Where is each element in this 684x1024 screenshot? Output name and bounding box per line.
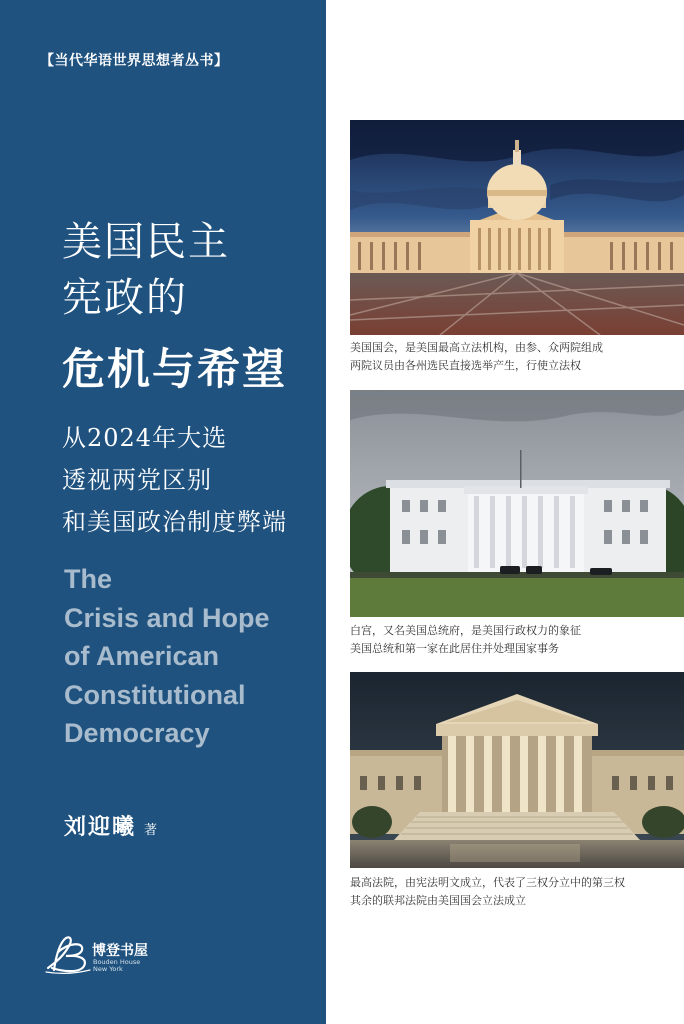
caption-supreme-court-line-2: 其余的联邦法院由美国国会立法成立: [350, 894, 526, 907]
subtitle-line-1: 从2024年大选: [62, 424, 228, 452]
caption-white-house-line-2: 美国总统和第一家在此居住并处理国家事务: [350, 642, 559, 655]
english-title-line-5: Democracy: [64, 718, 210, 748]
english-title: [64, 560, 270, 753]
english-title-line-4: Constitutional: [64, 679, 246, 710]
caption-supreme-court: [350, 874, 680, 910]
english-title-line-3: of American: [64, 641, 220, 671]
title-line-2: 宪政的: [62, 275, 188, 321]
series-name: 【当代华语世界思想者丛书】: [40, 53, 229, 69]
caption-supreme-court-line-1: 最高法院，由宪法明文成立，代表了三权分立中的第三权: [350, 876, 625, 889]
caption-white-house-line-1: 白宫，又名美国总统府，是美国行政权力的象征: [350, 624, 581, 637]
author-name: 刘迎曦: [64, 814, 137, 840]
publisher-b-logo-icon: [44, 932, 96, 976]
caption-capitol: [350, 339, 680, 375]
title-line-3: 危机与希望: [62, 345, 287, 395]
subtitle-line-3: 和美国政治制度弊端: [62, 508, 287, 536]
capitol-building-photo: [350, 120, 684, 335]
publisher-name: 博登书屋: [92, 943, 148, 959]
english-title-line-1: The: [64, 564, 113, 594]
subtitle-line-2: 透视两党区别: [62, 466, 212, 494]
supreme-court-photo: [350, 672, 684, 868]
author: [64, 810, 159, 841]
caption-capitol-line-2: 两院议员由各州选民直接选举产生，行使立法权: [350, 359, 581, 372]
author-role: 著: [144, 823, 160, 838]
title-line-1: 美国民主: [62, 219, 230, 265]
caption-capitol-line-1: 美国国会，是美国最高立法机构，由参、众两院组成: [350, 341, 603, 354]
publisher-english: [93, 959, 140, 973]
white-house-photo: [350, 390, 684, 617]
publisher-english-line-1: Bouden House: [93, 958, 141, 966]
cover-left-panel: [0, 0, 326, 1024]
caption-white-house: [350, 622, 680, 658]
publisher-english-line-2: New York: [93, 965, 123, 973]
english-title-line-2: Crisis and Hope: [64, 602, 270, 633]
